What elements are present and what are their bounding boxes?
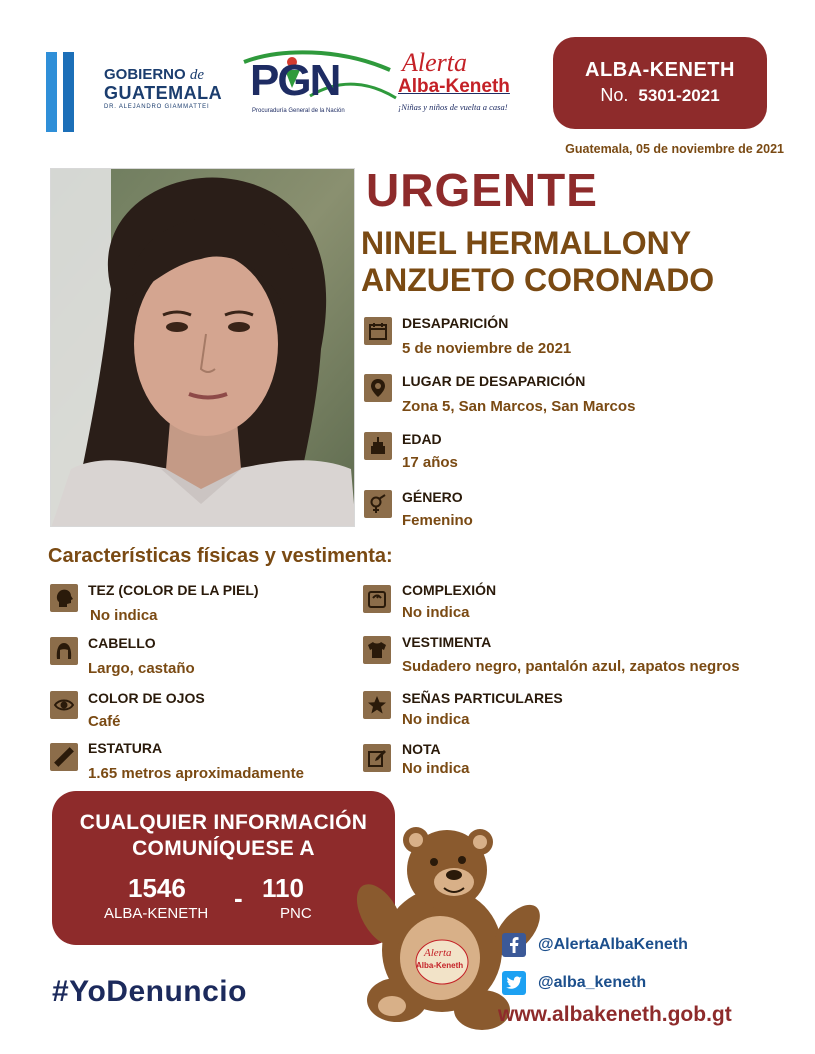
facebook-icon[interactable] (502, 933, 526, 957)
twitter-icon[interactable] (502, 971, 526, 995)
cabello-value: Largo, castaño (88, 660, 195, 677)
mascot-badge-line2: Alba-Keneth (416, 961, 464, 970)
pgn-name: PGN (250, 56, 340, 105)
genero-value: Femenino (402, 512, 473, 529)
phone-separator: - (234, 883, 243, 913)
alerta-alba-keneth-logo (396, 48, 536, 118)
note-edit-icon (363, 744, 391, 772)
hair-icon (50, 637, 78, 665)
mascot-badge-line1: Alerta (424, 947, 452, 959)
gov-line1-de: de (189, 67, 205, 83)
publication-date: Guatemala, 05 de noviembre de 2021 (565, 142, 784, 156)
gov-line1: GOBIERNO (104, 66, 186, 83)
senas-label: SEÑAS PARTICULARES (402, 690, 563, 706)
portrait-image (51, 169, 355, 527)
hashtag: #YoDenuncio (52, 975, 247, 1008)
case-title: ALBA-KENETH (585, 59, 735, 81)
lugar-value: Zona 5, San Marcos, San Marcos (402, 398, 636, 415)
case-number-badge (553, 37, 767, 129)
ojos-label: COLOR DE OJOS (88, 690, 205, 706)
scale-icon (363, 585, 391, 613)
tez-label: TEZ (COLOR DE LA PIEL) (88, 582, 259, 598)
lugar-label: LUGAR DE DESAPARICIÓN (402, 373, 586, 389)
urgent-heading: URGENTE (366, 164, 598, 216)
desaparicion-label: DESAPARICIÓN (402, 315, 509, 331)
location-pin-icon (364, 374, 392, 402)
alerta-logo-line2: Alba-Keneth (398, 76, 510, 97)
contact-info-box (52, 791, 395, 945)
gender-icon (364, 490, 392, 518)
twitter-handle[interactable]: @alba_keneth (538, 974, 647, 991)
pgn-logo (240, 48, 400, 118)
estatura-label: ESTATURA (88, 740, 163, 756)
pgn-subtitle: Procuraduría General de la Nación (252, 108, 345, 114)
cake-icon (364, 432, 392, 460)
ojos-value: Café (88, 713, 121, 730)
contact-line1: CUALQUIER INFORMACIÓN (79, 811, 368, 834)
complexion-label: COMPLEXIÓN (402, 582, 497, 598)
vestimenta-label: VESTIMENTA (402, 634, 492, 650)
phone-pnc-label: PNC (280, 905, 312, 922)
gov-line2: GUATEMALA (104, 83, 223, 103)
genero-label: GÉNERO (402, 489, 463, 505)
desaparicion-value: 5 de noviembre de 2021 (402, 340, 572, 357)
contact-line2: COMUNÍQUESE A (132, 837, 315, 860)
edad-value: 17 años (402, 454, 458, 471)
nota-label: NOTA (402, 741, 441, 757)
vestimenta-value: Sudadero negro, pantalón azul, zapatos negros (402, 658, 740, 675)
gov-line3: DR. ALEJANDRO GIAMMATTEI (104, 104, 210, 110)
phone-pnc[interactable]: 110 (262, 873, 304, 903)
characteristics-title: Características físicas y vestimenta: (48, 545, 393, 567)
case-no-label: No. (600, 85, 629, 105)
gobierno-bars-icon (46, 52, 86, 132)
missing-person-photo (50, 168, 355, 527)
star-icon (363, 691, 391, 719)
person-name-line1: NINEL HERMALLONY (361, 225, 692, 261)
eye-icon (50, 691, 78, 719)
case-number: 5301-2021 (638, 86, 720, 105)
ruler-icon (50, 743, 78, 771)
calendar-icon (364, 317, 392, 345)
phone-alba-keneth[interactable]: 1546 (128, 873, 186, 903)
website-link[interactable]: www.albakeneth.gob.gt (498, 1003, 732, 1026)
head-silhouette-icon (50, 584, 78, 612)
nota-value: No indica (402, 760, 470, 777)
facebook-handle[interactable]: @AlertaAlbaKeneth (538, 936, 688, 953)
estatura-value: 1.65 metros aproximadamente (88, 765, 304, 782)
tez-value: No indica (90, 607, 158, 624)
edad-label: EDAD (402, 431, 442, 447)
person-name-line2: ANZUETO CORONADO (361, 262, 715, 298)
alerta-logo-line1: Alerta (402, 48, 467, 77)
shirt-icon (363, 636, 391, 664)
phone-alba-keneth-label: ALBA-KENETH (104, 905, 209, 922)
senas-value: No indica (402, 711, 470, 728)
gobierno-guatemala-logo (46, 52, 236, 132)
cabello-label: CABELLO (88, 635, 156, 651)
complexion-value: No indica (402, 604, 470, 621)
alerta-logo-tagline: ¡Niñas y niños de vuelta a casa! (398, 102, 508, 112)
